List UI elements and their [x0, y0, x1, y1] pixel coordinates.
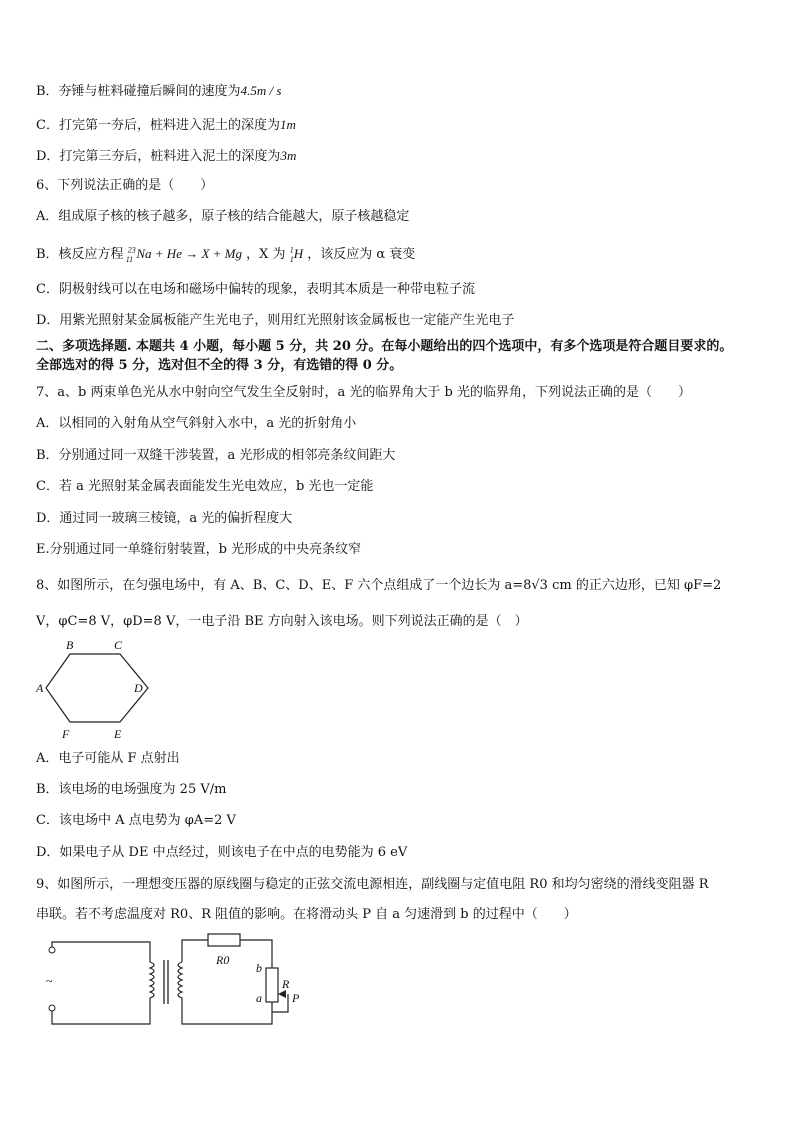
q7-option-a: A．以相同的入射角从空气斜射入水中，a 光的折射角小 — [36, 416, 357, 431]
q6-option-b: B．核反应方程 $^{23}_{11}$ Na + He → X + Mg ，X 为 $^1_1$H ，该反应为 α 衰变 — [36, 245, 416, 264]
q7-option-d: D．通过同一玻璃三棱镜，a 光的偏折程度大 — [36, 511, 293, 526]
q6-option-d: D．用紫光照射某金属板能产生光电子，则用红光照射该金属板也一定能产生光电子 — [36, 313, 515, 328]
q5-option-b: B．夯锤与桩料碰撞后瞬间的速度为4.5m / s — [36, 83, 282, 99]
ac-source-symbol: ~ — [46, 974, 53, 988]
hexagon-label-b: B — [66, 638, 74, 652]
hexagon-label-f: F — [62, 727, 70, 741]
q6-stem: 6、下列说法正确的是（ ） — [36, 178, 214, 193]
primary-coil — [150, 962, 154, 1000]
q8-option-a: A．电子可能从 F 点射出 — [36, 751, 180, 766]
q6-option-c: C．阴极射线可以在电场和磁场中偏转的现象，表明其本质是一种带电粒子流 — [36, 282, 475, 297]
source-terminal-top — [49, 947, 55, 953]
q5-option-d-value: 3m — [280, 148, 297, 163]
q9-stem-line1: 9、如图所示，一理想变压器的原线圈与稳定的正弦交流电源相连，副线圈与定值电阻 R0 和均匀密绕的滑线变阻器 R — [36, 877, 709, 892]
q8-option-b: B．该电场的电场强度为 25 V/m — [36, 782, 227, 797]
q7-option-e: E.分别通过同一单缝衍射装置，b 光形成的中央亮条纹窄 — [36, 542, 362, 557]
rheostat-label-r: R — [282, 977, 290, 991]
rheostat-label-b: b — [256, 961, 262, 975]
q6-nuclear-equation: $^{23}_{11}$ Na + He → X + Mg — [125, 245, 243, 264]
source-terminal-bottom — [49, 1005, 55, 1011]
hexagon-label-e: E — [114, 727, 122, 741]
q6-option-a: A．组成原子核的核子越多，原子核的结合能越大，原子核越稳定 — [36, 209, 410, 224]
q7-option-b: B．分别通过同一双缝干涉装置，a 光形成的相邻亮条纹间距大 — [36, 448, 396, 463]
q5-option-b-value: 4.5m / s — [240, 83, 282, 98]
hexagon-label-c: C — [114, 638, 123, 652]
slider-arrow — [278, 990, 286, 998]
transformer-circuit-figure — [40, 930, 310, 1034]
section2-line2: 全部选对的得 5 分，选对但不全的得 3 分，有选错的得 0 分。 — [36, 358, 403, 373]
section2-line1: 二、多项选择题. 本题共 4 小题，每小题 5 分，共 20 分。在每小题给出的四个选项中，有多个选项是符合题目要求的。 — [36, 339, 733, 354]
rheostat-label-a: a — [256, 991, 262, 1005]
q8-stem-line2: V，φC=8 V，φD=8 V，一电子沿 BE 方向射入该电场。则下列说法正确的是（ ） — [36, 614, 528, 629]
q7-stem: 7、a、b 两束单色光从水中射向空气发生全反射时，a 光的临界角大于 b 光的临界角，下列说法正确的是（ ） — [36, 385, 691, 400]
secondary-coil — [178, 962, 182, 1000]
q6-hydrogen: $^1_1$H — [289, 245, 304, 264]
q5-option-c: C．打完第一夯后，桩料进入泥土的深度为1m — [36, 117, 296, 133]
q8-option-c: C．该电场中 A 点电势为 φA=2 V — [36, 813, 236, 828]
hexagon-label-a: A — [36, 681, 44, 695]
hexagon-shape — [46, 654, 148, 722]
q8-stem-line1: 8、如图所示，在匀强电场中，有 A、B、C、D、E、F 六个点组成了一个边长为 a=8√3 cm 的正六边形，已知 φF=2 — [36, 578, 722, 593]
q9-stem-line2: 串联。若不考虑温度对 R0、R 阻值的影响。在将滑动头 P 自 a 匀速滑到 b 的过程中（ ） — [36, 907, 577, 922]
slider-label-p: P — [292, 991, 300, 1005]
resistor-r0 — [208, 934, 240, 946]
q8-option-d: D．如果电子从 DE 中点经过，则该电子在中点的电势能为 6 eV — [36, 845, 408, 860]
q7-option-c: C．若 a 光照射某金属表面能发生光电效应，b 光也一定能 — [36, 479, 374, 494]
r0-label: R0 — [216, 953, 230, 967]
hexagon-label-d: D — [134, 681, 143, 695]
hexagon-figure — [30, 636, 150, 746]
q5-option-d: D．打完第三夯后，桩料进入泥土的深度为3m — [36, 148, 297, 164]
rheostat-r — [266, 968, 278, 1002]
q5-option-c-value: 1m — [279, 117, 296, 132]
